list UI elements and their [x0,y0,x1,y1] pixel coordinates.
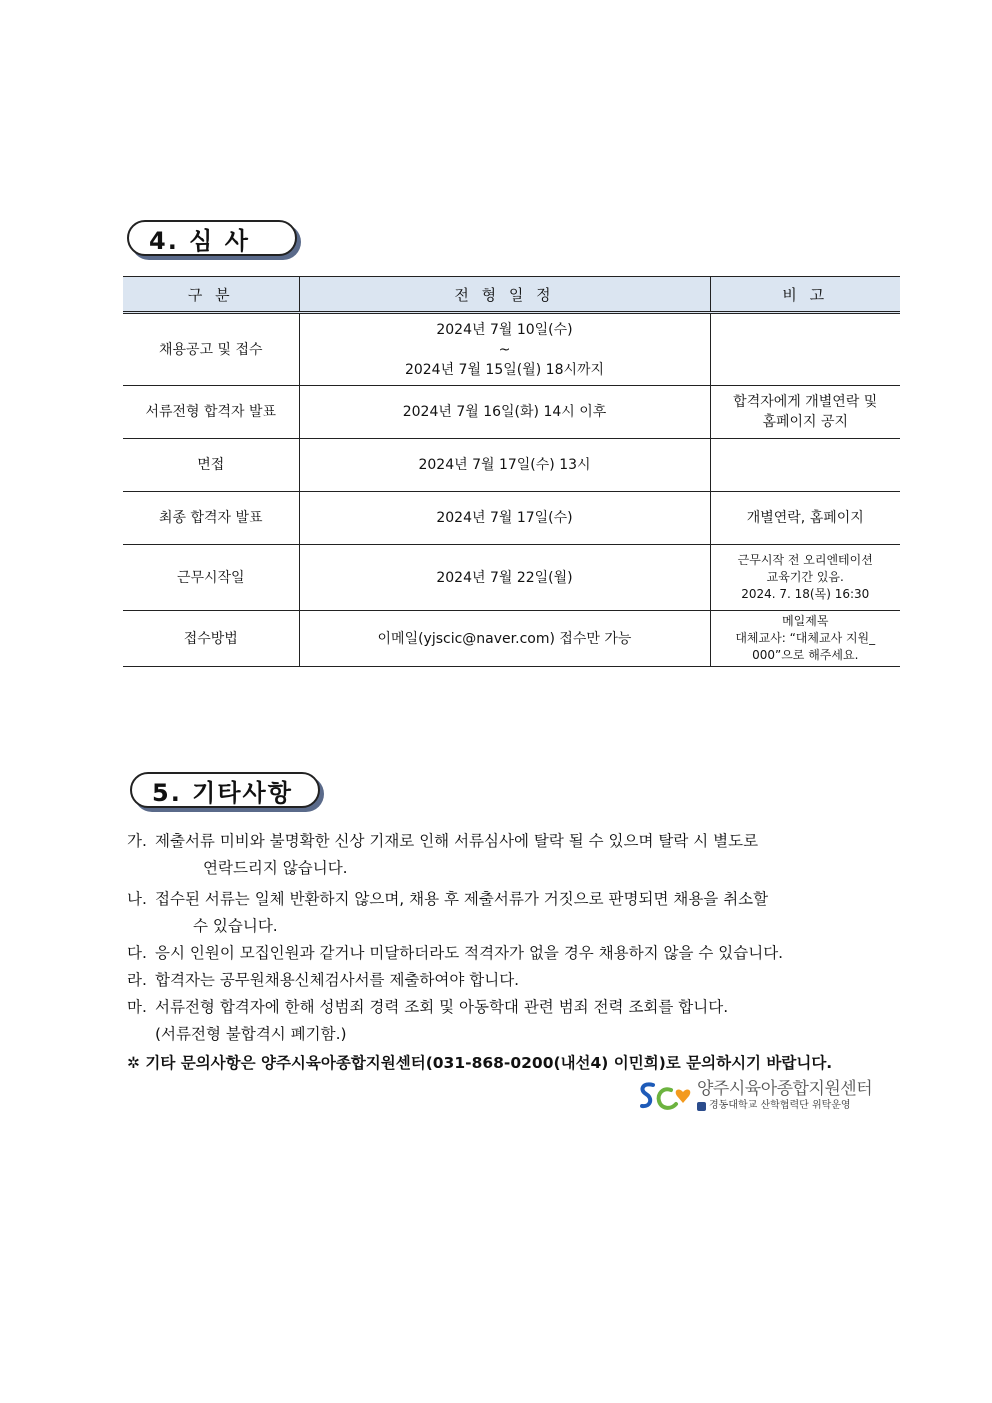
table-row [123,439,900,492]
row-category: 근무시작일 [123,545,299,611]
schedule-line: ~ [498,341,511,358]
center-logo-icon [637,1078,695,1114]
table-header-row [123,277,900,313]
table-row [123,492,900,545]
header-note: 비 고 [710,277,900,313]
other-notes-list [127,828,877,1077]
row-category: 접수방법 [123,611,299,667]
schedule-line: 2024년 7월 10일(수) [436,321,573,338]
item-label: 나. [127,890,147,908]
row-note [710,611,900,667]
item-line: (서류전형 불합격시 폐기함.) [155,1025,347,1043]
list-item [127,886,877,940]
item-line: 접수된 서류는 일체 반환하지 않으며, 채용 후 제출서류가 거짓으로 판명되면 채용을 취소할 [155,890,769,908]
row-note: 개별연락, 홈페이지 [710,492,900,545]
list-item [127,967,877,994]
row-category: 면접 [123,439,299,492]
section-4-title: 4. 심 사 [127,220,297,256]
item-line: 수 있습니다. [193,917,278,935]
item-line: 제출서류 미비와 불명확한 신상 기재로 인해 서류심사에 탈락 될 수 있으며 탈락 시 별도로 [155,832,759,850]
item-line: 서류전형 합격자에 한해 성범죄 경력 조회 및 아동학대 관련 범죄 전력 조회를 합니다. [155,998,729,1016]
item-label: 마. [127,998,147,1016]
screening-schedule-table [123,276,900,667]
row-schedule [299,313,710,386]
note-line: 합격자에게 개별연락 및 [733,394,878,410]
item-label: 다. [127,944,147,962]
row-schedule: 2024년 7월 17일(수) [299,492,710,545]
item-label: 가. [127,832,147,850]
list-item [127,940,877,967]
row-note [710,386,900,439]
note-line: 2024. 7. 18(목) 16:30 [741,587,870,601]
contact-info: ✲ 기타 문의사항은 양주시육아종합지원센터(031-868-0200(내선4) 이민희)로 문의하시기 바랍니다. [127,1054,833,1072]
item-text [155,994,877,1048]
row-schedule: 2024년 7월 16일(화) 14시 이후 [299,386,710,439]
row-schedule: 2024년 7월 22일(월) [299,545,710,611]
item-text [155,828,877,882]
note-line: 000”으로 해주세요. [752,648,859,662]
item-text: 응시 인원이 모집인원과 같거나 미달하더라도 적격자가 없을 경우 채용하지 않을 수 있습니다. [155,944,784,962]
note-line: 교육기간 있음. [766,570,844,584]
operator-text: 경동대학교 산학협력단 위탁운영 [709,1100,851,1111]
note-line: 대체교사: “대체교사 지원_ [735,631,876,645]
university-emblem-icon [697,1102,706,1111]
table-row [123,611,900,667]
row-note [710,313,900,386]
list-item [127,994,877,1048]
note-line: 홈페이지 공지 [762,414,849,430]
header-schedule: 전 형 일 정 [299,277,710,313]
list-item [127,828,877,882]
row-category: 최종 합격자 발표 [123,492,299,545]
item-label: 라. [127,971,147,989]
schedule-line: 2024년 7월 15일(월) 18시까지 [404,361,605,378]
item-text: 합격자는 공무원채용신체검사서를 제출하여야 합니다. [155,971,520,989]
center-operator [697,1099,872,1113]
note-line: 메일제목 [782,614,829,628]
item-text [155,886,877,940]
item-line: 연락드리지 않습니다. [203,859,348,877]
row-category: 서류전형 합격자 발표 [123,386,299,439]
row-note [710,439,900,492]
row-note [710,545,900,611]
table-row [123,545,900,611]
section-5-title: 5. 기타사항 [130,772,320,808]
row-schedule: 2024년 7월 17일(수) 13시 [299,439,710,492]
header-category: 구 분 [123,277,299,313]
table-row [123,313,900,386]
row-category: 채용공고 및 접수 [123,313,299,386]
center-name: 양주시육아종합지원센터 [697,1079,873,1099]
note-line: 근무시작 전 오리엔테이션 [737,553,873,567]
center-logo [637,1076,877,1116]
table-row [123,386,900,439]
row-schedule: 이메일(yjscic@naver.com) 접수만 가능 [299,611,710,667]
